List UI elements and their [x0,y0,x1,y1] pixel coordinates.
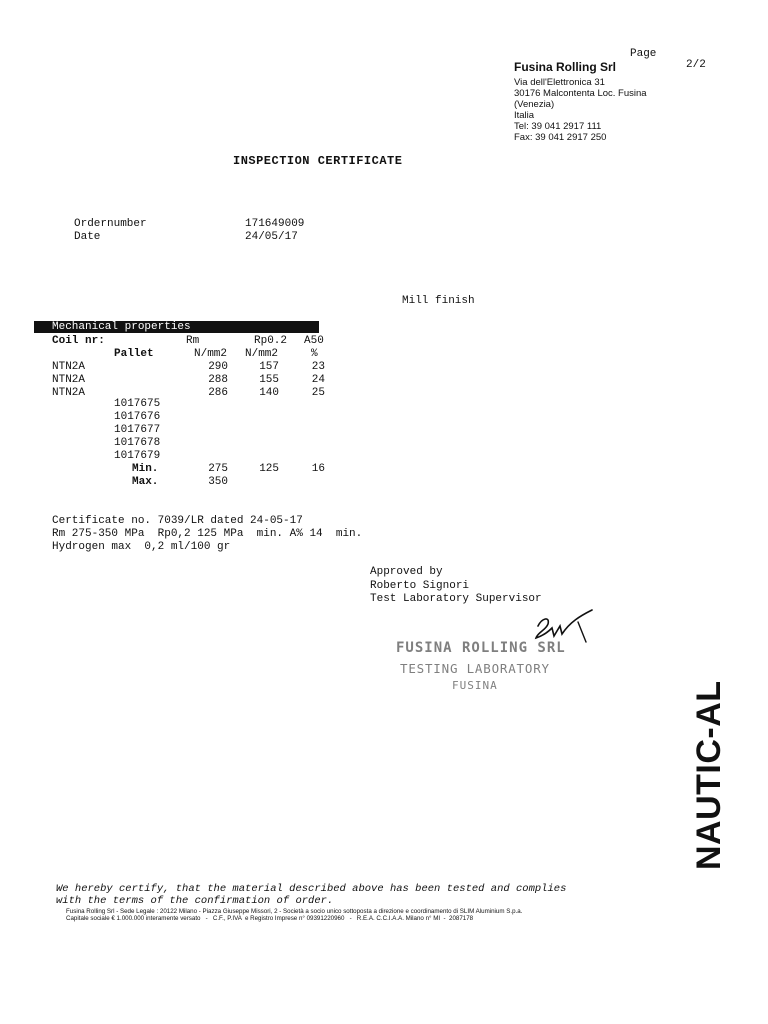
nautic-al-logo: NAUTIC-AL [690,680,728,870]
certificate-number: Certificate no. 7039/LR dated 24-05-17 [52,515,303,527]
unit-rp02: N/mm2 [245,348,279,360]
max-label: Max. [132,476,159,488]
unit-a50: % [311,348,318,360]
rm-value: 290 [208,361,228,373]
address-line: Via dell'Elettronica 31 [514,77,605,88]
coil-id: NTN2A [52,361,86,373]
address-line: 30176 Malcontenta Loc. Fusina [514,88,647,99]
certify-line: We hereby certify, that the material described above has been tested and complies [56,883,567,895]
a50-value: 25 [311,387,325,399]
a50-value: 23 [311,361,325,373]
address-line: Italia [514,110,535,121]
approver-role: Test Laboratory Supervisor [370,593,542,605]
rm-value: 286 [208,387,228,399]
stamp-line: TESTING LABORATORY [400,661,550,676]
column-header-rm: Rm [186,335,200,347]
a50-value: 24 [311,374,325,386]
coil-id: NTN2A [52,387,86,399]
address-line: Tel: 39 041 2917 111 [514,121,602,132]
date-label: Date [74,231,101,243]
pallet-label: Pallet [114,348,154,360]
approver-name: Roberto Signori [370,579,470,592]
stamp-line: FUSINA ROLLING SRL [396,640,566,656]
certify-line: with the terms of the confirmation of order. [56,894,334,907]
ordernumber-label: Ordernumber [74,218,147,230]
approved-by-label: Approved by [370,566,443,578]
coil-label: Coil nr: [52,335,105,347]
min-label: Min. [132,463,159,475]
finish-type: Mill finish [402,295,475,307]
coil-id: NTN2A [52,374,86,386]
document-title: INSPECTION CERTIFICATE [233,154,403,168]
approval-block [370,566,542,607]
legal-line: Capitale sociale € 1.000.000 interamente versato - C.F., P.IVA e Registro Imprese n° 09391220960 - R.E.A. C.C.I.A.A. Milano n° MI - 2087178 [66,915,474,922]
legal-line: Fusina Rolling Srl - Sede Legale : 20122 Milano - Piazza Giuseppe Missori, 2 - Società a socio unico sottoposta a direzione e coordinamento di SLIM Aluminium S.p.a. [66,908,523,915]
max-rm: 350 [208,476,228,488]
certification-statement [56,884,566,907]
company-address [514,77,647,143]
section-title: Mechanical properties [52,321,191,333]
hydrogen-requirement: Hydrogen max 0,2 ml/100 gr [52,541,231,553]
pallet-number: 1017675 [114,398,161,410]
company-name: Fusina Rolling Srl [514,60,617,74]
rp02-value: 155 [259,374,279,386]
rm-value: 288 [208,374,228,386]
date-value: 24/05/17 [245,231,298,243]
min-rp02: 125 [259,463,279,475]
min-rm: 275 [208,463,228,475]
strength-requirements: Rm 275-350 MPa Rp0,2 125 MPa min. A% 14 min. [52,528,363,540]
pallet-number: 1017677 [114,424,161,436]
page-label: Page [630,48,657,60]
rp02-value: 140 [259,387,279,399]
laboratory-stamp [396,640,566,700]
address-line: (Venezia) [514,99,555,110]
min-a50: 16 [311,463,325,475]
address-line: Fax: 39 041 2917 250 [514,132,607,143]
ordernumber-value: 171649009 [245,218,305,230]
pallet-number: 1017678 [114,437,161,449]
column-header-rp02: Rp0.2 [254,335,288,347]
pallet-number: 1017676 [114,411,161,423]
column-header-a50: A50 [304,335,324,347]
unit-rm: N/mm2 [194,348,228,360]
page-number: 2/2 [686,59,706,71]
rp02-value: 157 [259,361,279,373]
pallet-number: 1017679 [114,450,161,462]
stamp-line: FUSINA [452,679,498,692]
